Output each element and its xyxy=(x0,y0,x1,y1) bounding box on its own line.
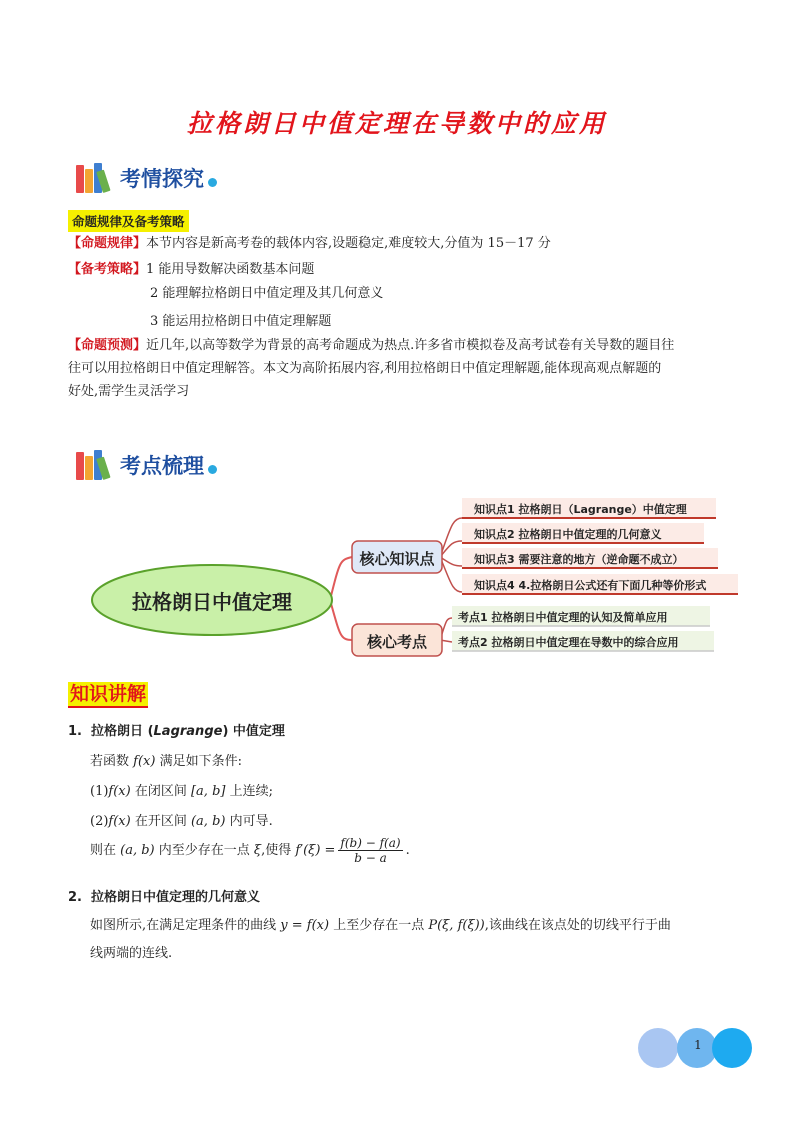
fraction-numerator: f(b) − f(a) xyxy=(340,836,401,850)
prep-item: 2 能理解拉格朗日中值定理及其几何意义 xyxy=(150,286,384,301)
text: 若函数 xyxy=(90,754,134,769)
page-circle-decoration xyxy=(638,1028,678,1068)
mindmap-leaf-label: 考点1 拉格朗日中值定理的认知及简单应用 xyxy=(458,611,668,624)
math: f′(ξ) = xyxy=(295,843,336,858)
text: (1) xyxy=(90,784,109,799)
math: ξ xyxy=(253,843,262,858)
text: 如图所示,在满足定理条件的曲线 xyxy=(90,918,281,933)
item-title: 拉格朗日中值定理的几何意义 xyxy=(91,890,261,905)
mindmap-connector xyxy=(330,600,352,640)
prep-tag: 【备考策略】 xyxy=(68,262,147,277)
mindmap-leaf-label: 知识点2 拉格朗日中值定理的几何意义 xyxy=(474,528,662,541)
item1-heading xyxy=(68,720,285,739)
text: 在闭区间 xyxy=(130,784,191,799)
item1-line xyxy=(90,750,242,769)
mindmap-leaf-label: 考点2 拉格朗日中值定理在导数中的综合应用 xyxy=(458,636,679,649)
text: 上至少存在一点 xyxy=(329,918,429,933)
mindmap-leaf-label: 知识点1 拉格朗日（Lagrange）中值定理 xyxy=(474,503,687,516)
page-circle-decoration xyxy=(712,1028,752,1068)
item2-line xyxy=(90,914,671,933)
mindmap-connector xyxy=(440,557,462,592)
page-title: 拉格朗日中值定理在导数中的应用 xyxy=(186,109,607,138)
text: 则在 xyxy=(90,843,121,858)
math: (a, b) xyxy=(190,814,226,829)
item-number: 2. xyxy=(68,890,82,905)
text: . xyxy=(405,843,410,858)
item-title: 拉格朗日 ( xyxy=(91,724,154,739)
item-title: ) 中值定理 xyxy=(222,724,285,739)
math: f(x) xyxy=(108,784,131,799)
rule-text: 本节内容是新高考卷的载体内容,设题稳定,难度较大,分值为 15－17 分 xyxy=(146,236,551,251)
mindmap-leaf-label: 知识点3 需要注意的地方（逆命题不成立） xyxy=(474,553,684,566)
predict-line: 近几年,以高等数学为背景的高考命题成为热点.许多省市模拟卷及高考试卷有关导数的题目往 xyxy=(146,338,675,353)
predict-line: 好处,需学生灵活学习 xyxy=(68,384,190,399)
item-title-italic: Lagrange xyxy=(153,724,223,739)
mindmap-connector xyxy=(440,518,462,557)
item1-line xyxy=(90,810,273,829)
math: y = f(x) xyxy=(280,918,330,933)
text: 内至少存在一点 xyxy=(154,843,254,858)
predict-line: 往可以用拉格朗日中值定理解答。本文为高阶拓展内容,利用拉格朗日中值定理解题,能体现高观点解题的 xyxy=(68,361,662,376)
rule-tag: 【命题规律】 xyxy=(68,236,147,251)
mindmap-connector xyxy=(330,557,352,600)
item2-line: 线两端的连线. xyxy=(90,946,173,961)
strategy-label: 命题规律及备考策略 xyxy=(68,210,189,232)
item1-line xyxy=(90,836,410,865)
math: f(x) xyxy=(133,754,156,769)
math: (a, b) xyxy=(120,843,155,858)
text: 内可导. xyxy=(225,814,273,829)
text: 满足如下条件: xyxy=(155,754,242,769)
section-heading-text: 考点梳理 xyxy=(120,454,204,478)
prep-item: 3 能运用拉格朗日中值定理解题 xyxy=(150,314,332,329)
predict-tag: 【命题预测】 xyxy=(68,338,147,353)
page-number: 1 xyxy=(694,1038,702,1052)
mindmap-root-label: 拉格朗日中值定理 xyxy=(132,590,292,614)
mindmap-leaf-label: 知识点4 4.拉格朗日公式还有下面几种等价形式 xyxy=(474,579,707,592)
text: ,使得 xyxy=(261,843,296,858)
item-number: 1. xyxy=(68,724,82,739)
mindmap-branch-label: 核心考点 xyxy=(366,633,427,651)
knowledge-heading: 知识讲解 xyxy=(68,682,148,708)
item2-heading xyxy=(68,886,260,905)
text: 在开区间 xyxy=(130,814,191,829)
section-heading-text: 考情探究 xyxy=(120,167,204,191)
text: 上连续; xyxy=(225,784,273,799)
fraction xyxy=(338,836,402,865)
math: f(x) xyxy=(108,814,131,829)
math: P(ξ, f(ξ)) xyxy=(428,918,485,933)
prep-item: 1 能用导数解决函数基本问题 xyxy=(146,262,315,277)
text: (2) xyxy=(90,814,109,829)
mindmap-branch-label: 核心知识点 xyxy=(359,550,435,568)
text: ,该曲线在该点处的切线平行于曲 xyxy=(484,918,671,933)
math: [a, b] xyxy=(190,784,226,799)
item1-line xyxy=(90,780,273,799)
fraction-denominator: b − a xyxy=(354,851,387,865)
